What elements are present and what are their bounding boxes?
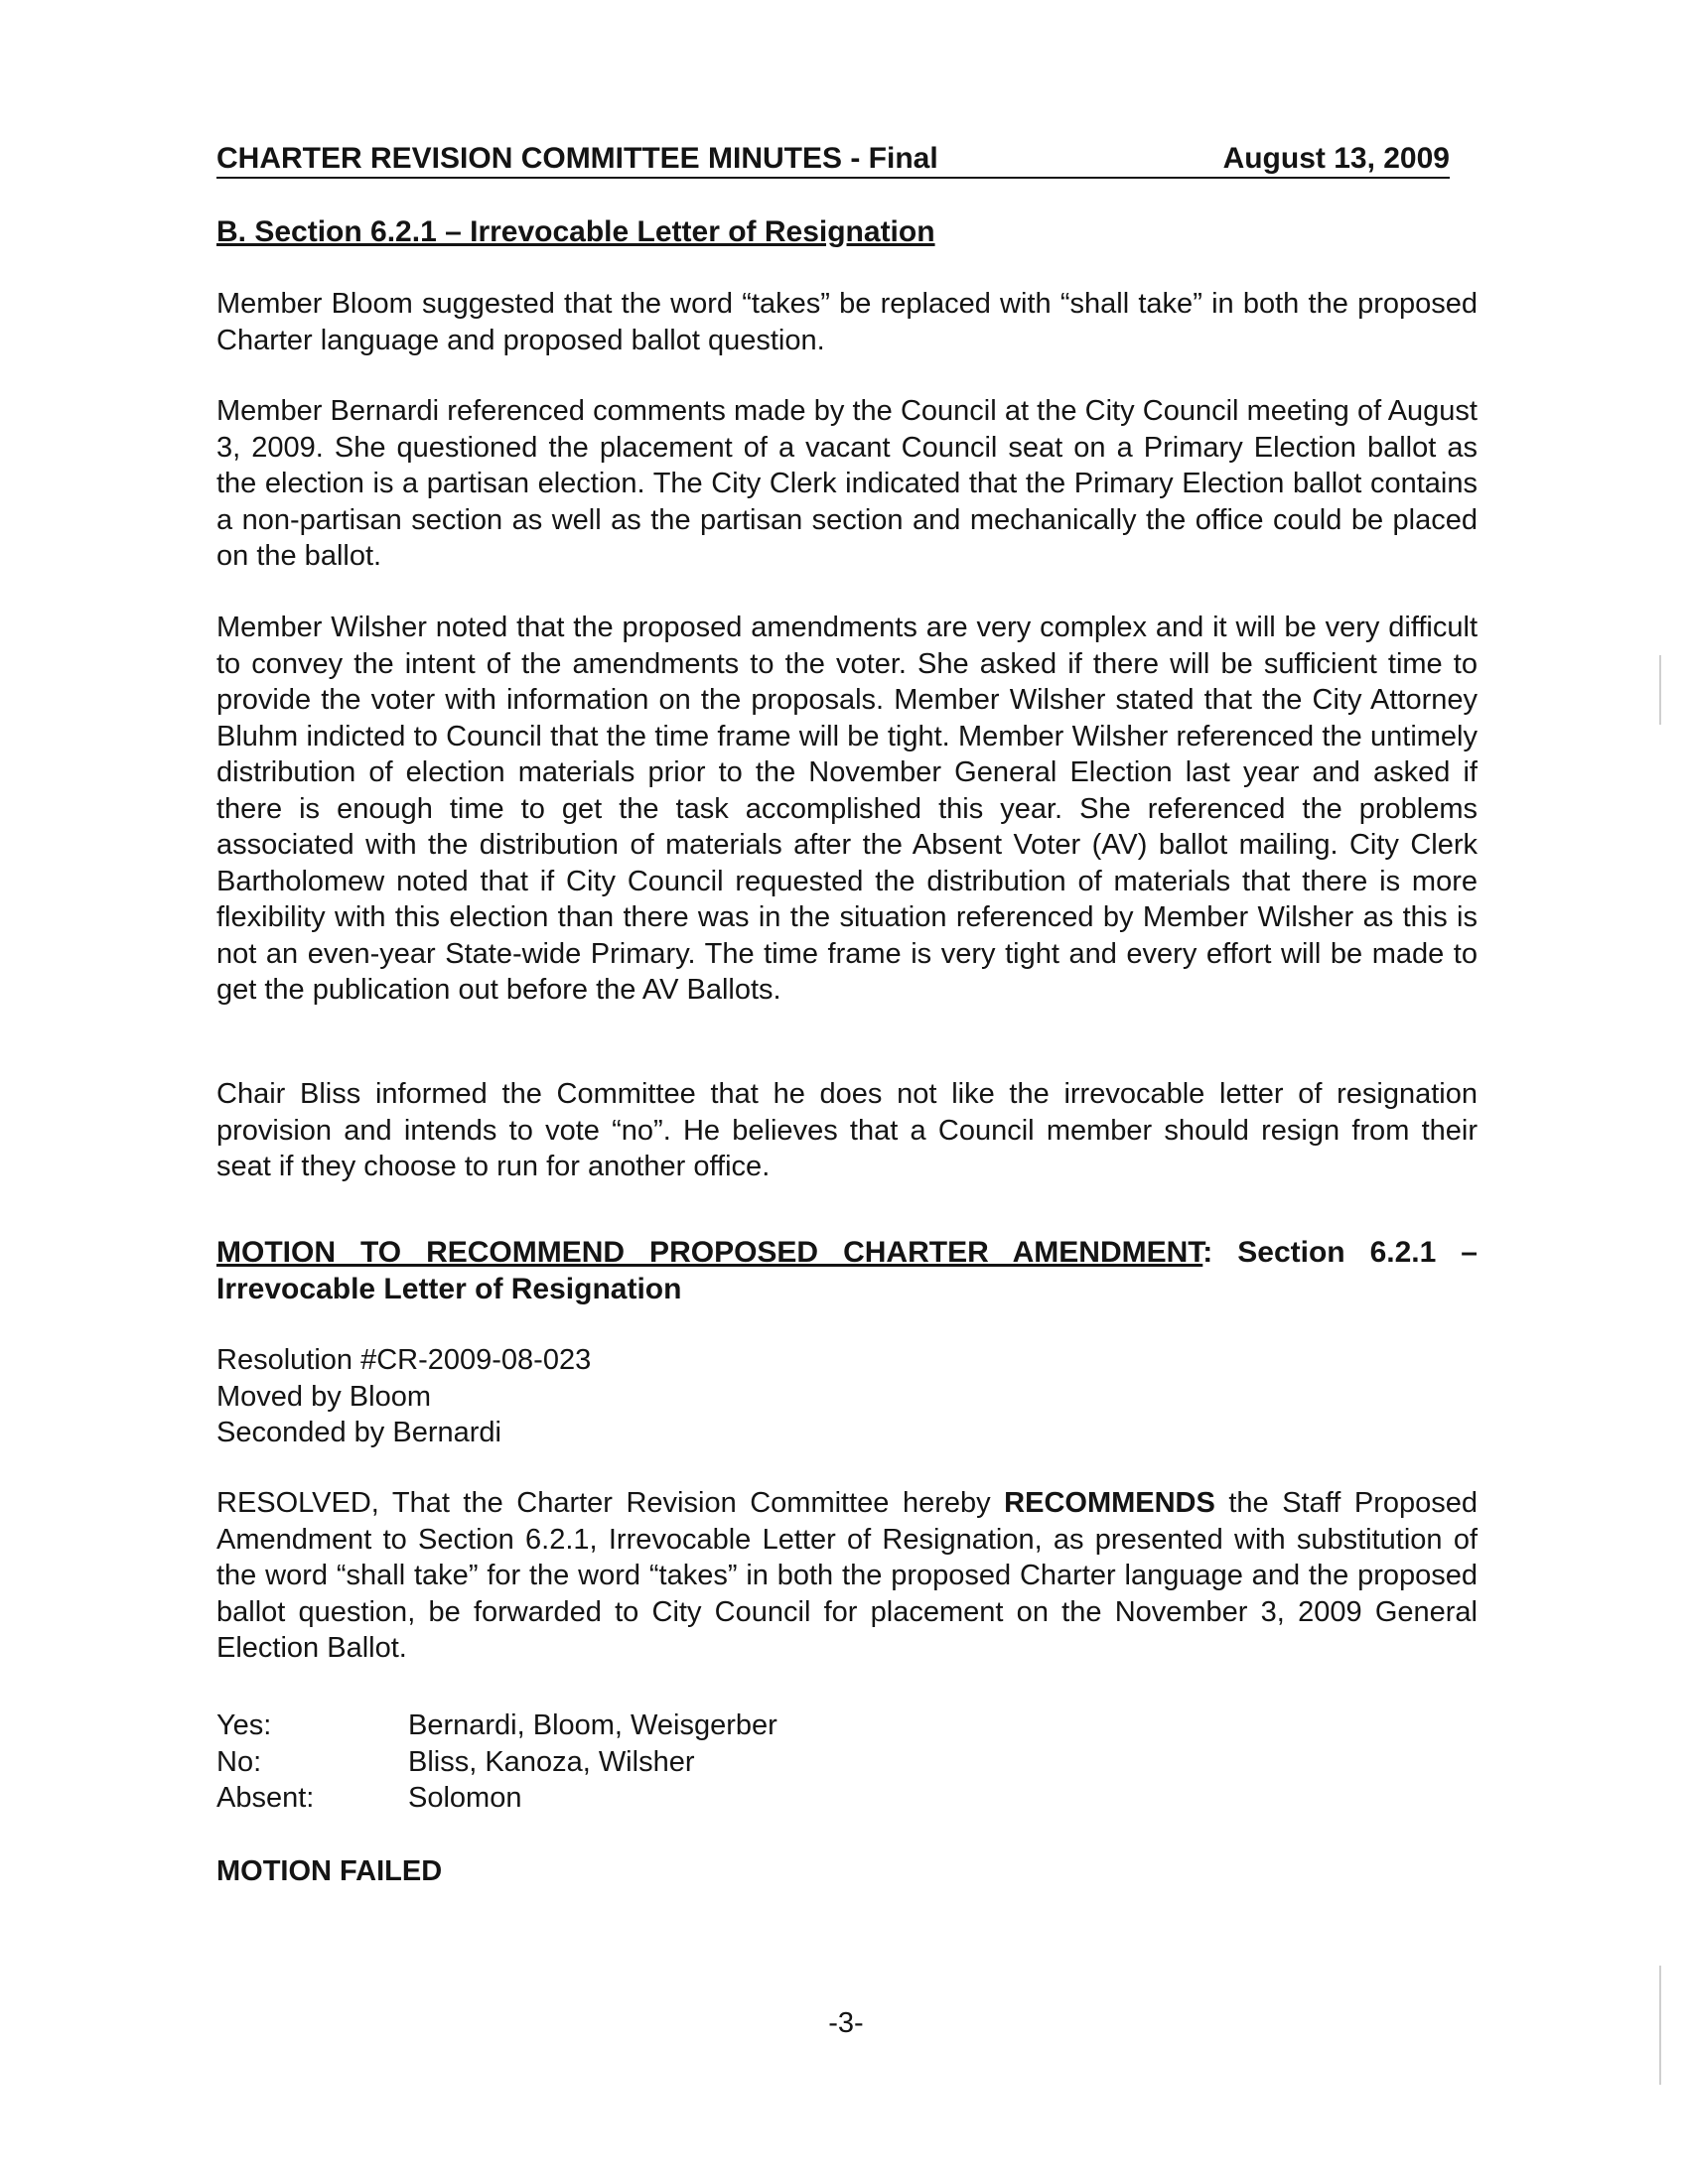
vote-row-no <box>216 1744 777 1781</box>
vote-names: Bliss, Kanoza, Wilsher <box>408 1745 695 1778</box>
vote-row-absent <box>216 1780 777 1817</box>
resolved-paragraph <box>216 1485 1478 1667</box>
paragraph-bliss-comments: Chair Bliss informed the Committee that he does not like the irrevocable letter of resignation provision and intends to vote “no”. He believes that a Council member should resign from their seat if they choose to run for another office. <box>216 1078 1478 1182</box>
vote-table <box>216 1707 777 1817</box>
vote-names: Bernardi, Bloom, Weisgerber <box>408 1709 777 1741</box>
page-header <box>216 141 1450 179</box>
moved-by: Moved by Bloom <box>216 1380 431 1413</box>
vote-label: Yes: <box>216 1709 272 1741</box>
paragraph-wilsher-comments: Member Wilsher noted that the proposed amendments are very complex and it will be very difficult to convey the intent of the amendments to the voter. She asked if there will be sufficient time to provide the voter with information on the proposals. Member Wilsher stated that the City Attorney Bluhm indicted to Council that the time frame will be tight. Member Wilsher referenced the untimely distribution of election materials prior to the November General Election last year and asked if there is enough time to get the task accomplished this year. She referenced the problems associated with the distribution of materials after the Absent Voter (AV) ballot mailing. City Clerk Bartholomew noted that if City Council requested the distribution of materials that there is more flexibility with this election than there was in the situation referenced by Member Wilsher as this is not an even-year State-wide Primary. The time frame is very tight and every effort will be made to get the publication out before the AV Ballots. <box>216 612 1478 1006</box>
seconded-by: Seconded by Bernardi <box>216 1417 501 1448</box>
vote-names: Solomon <box>408 1782 522 1814</box>
scan-artifact <box>1659 655 1661 725</box>
motion-result: MOTION FAILED <box>216 1855 443 1887</box>
page-number: -3- <box>828 2007 864 2039</box>
motion-heading-rest: : Section 6.2.1 – Irrevocable Letter of Resignation <box>216 1236 1478 1305</box>
header-title: CHARTER REVISION COMMITTEE MINUTES - Final <box>216 142 938 175</box>
resolved-prefix: RESOLVED, That the Charter Revision Committee hereby <box>216 1487 1005 1519</box>
vote-label: No: <box>216 1745 262 1778</box>
vote-row-yes <box>216 1707 777 1744</box>
motion-heading <box>216 1235 1478 1307</box>
resolved-suffix: the Staff Proposed Amendment to Section 6.2.1, Irrevocable Letter of Resignation, as presented with substitution of the word “shall take” for the word “takes” in both the proposed Charter language and the proposed ballot question, be forwarded to City Council for placement on the November 3, 2009 General Election Ballot. <box>216 1487 1478 1664</box>
resolution-number: Resolution #CR-2009-08-023 <box>216 1344 592 1376</box>
section-heading: B. Section 6.2.1 – Irrevocable Letter of Resignation <box>216 215 935 248</box>
header-date: August 13, 2009 <box>1222 142 1450 175</box>
vote-label: Absent: <box>216 1782 315 1814</box>
paragraph-bloom-suggestion: Member Bloom suggested that the word “takes” be replaced with “shall take” in both the proposed Charter language and proposed ballot question. <box>216 288 1478 356</box>
motion-heading-underlined: MOTION TO RECOMMEND PROPOSED CHARTER AMENDMENT <box>216 1236 1203 1269</box>
paragraph-bernardi-comments: Member Bernardi referenced comments made by the Council at the City Council meeting of August 3, 2009. She questioned the placement of a vacant Council seat on a Primary Election ballot as the election is a partisan election. The City Clerk indicated that the Primary Election ballot contains a non-partisan section as well as the partisan section and mechanically the office could be placed on the ballot. <box>216 395 1478 572</box>
scan-artifact <box>1659 1966 1661 2085</box>
resolved-bold: RECOMMENDS <box>1004 1487 1215 1519</box>
motion-details <box>216 1342 591 1451</box>
